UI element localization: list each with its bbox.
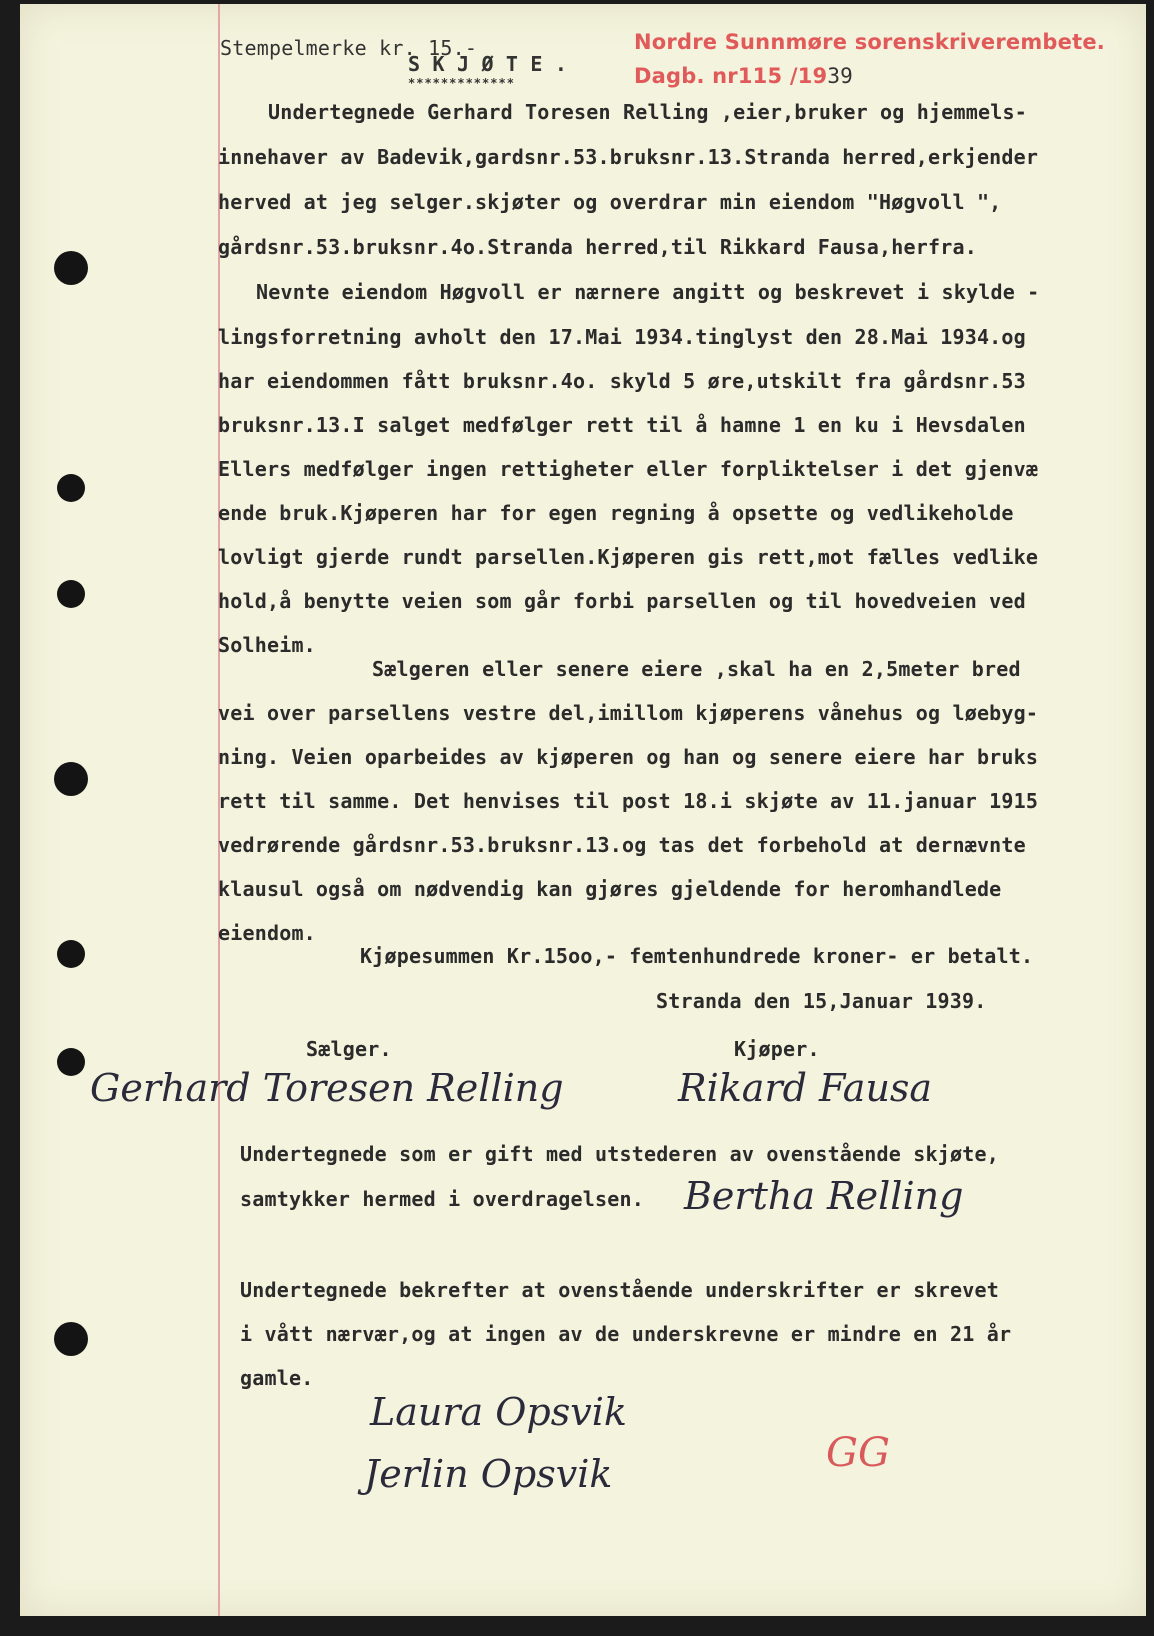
- journal-label: Dagb. nr: [634, 64, 738, 88]
- body-line-4: gårdsnr.53.bruksnr.4o.Stranda herred,til Rikkard Fausa,herfra.: [218, 235, 977, 259]
- body-line-20: eiendom.: [218, 921, 316, 945]
- buyer-label: Kjøper.: [734, 1037, 820, 1061]
- registrar-initials: GG: [826, 1430, 890, 1476]
- witness-line-2: i vått nærvær,og at ingen av de underskrevne er mindre en 21 år: [240, 1322, 1012, 1346]
- body-line-10: ende bruk.Kjøperen har for egen regning å opsette og vedlikeholde: [218, 501, 1014, 525]
- witness-line-3: gamle.: [240, 1366, 314, 1390]
- body-line-16: ning. Veien oparbeides av kjøperen og han og senere eiere har bruks: [218, 745, 1039, 769]
- consent-line-1: Undertegnede som er gift med utstederen av ovenstående skjøte,: [240, 1142, 999, 1166]
- witness-signature-2: Jerlin Opsvik: [364, 1452, 613, 1496]
- witness-line-1: Undertegnede bekrefter at ovenstående underskrifter er skrevet: [240, 1278, 999, 1302]
- body-line-1: Undertegnede Gerhard Toresen Relling ,eier,bruker og hjemmels-: [268, 100, 1027, 124]
- body-line-2: innehaver av Badevik,gardsnr.53.bruksnr.13.Stranda herred,erkjender: [218, 145, 1039, 169]
- journal-number-value: 115 /19: [737, 64, 828, 88]
- office-stamp: Nordre Sunnmøre sorenskriverembete.: [634, 30, 1105, 54]
- body-line-17: rett til samme. Det henvises til post 18.i skjøte av 11.januar 1915: [218, 789, 1039, 813]
- body-line-6: lingsforretning avholt den 17.Mai 1934.tinglyst den 28.Mai 1934.og: [218, 325, 1026, 349]
- body-line-21: Kjøpesummen Kr.15oo,- femtenhundrede kroner- er betalt.: [360, 944, 1034, 968]
- body-line-22: Stranda den 15,Januar 1939.: [656, 989, 987, 1013]
- body-line-18: vedrørende gårdsnr.53.bruksnr.13.og tas det forbehold at dernævnte: [218, 833, 1026, 857]
- stamp-fee: Stempelmerke kr. 15.-: [220, 36, 478, 60]
- punch-hole-3: [57, 580, 85, 608]
- punch-hole-2: [57, 474, 85, 502]
- title-underline: *************: [408, 76, 515, 90]
- consent-signature: Bertha Relling: [684, 1174, 964, 1218]
- document-page: [20, 4, 1146, 1616]
- body-line-5: Nevnte eiendom Høgvoll er nærnere angitt og beskrevet i skylde -: [256, 280, 1040, 304]
- body-line-7: har eiendommen fått bruksnr.4o. skyld 5 øre,utskilt fra gårdsnr.53: [218, 369, 1026, 393]
- body-line-13: Solheim.: [218, 633, 316, 657]
- journal-year-suffix: 39: [827, 64, 854, 88]
- document-title: S K J Ø T E .: [408, 52, 568, 76]
- journal-number: [634, 64, 853, 88]
- seller-label: Sælger.: [306, 1037, 392, 1061]
- body-line-8: bruksnr.13.I salget medfølger rett til å hamne 1 en ku i Hevsdalen: [218, 413, 1026, 437]
- body-line-15: vei over parsellens vestre del,imillom kjøperens vånehus og løebyg-: [218, 701, 1039, 725]
- body-line-19: klausul også om nødvendig kan gjøres gjeldende for heromhandlede: [218, 877, 1002, 901]
- body-line-12: hold,å benytte veien som går forbi parsellen og til hovedveien ved: [218, 589, 1026, 613]
- seller-signature: Gerhard Toresen Relling: [90, 1066, 564, 1110]
- punch-hole-1: [54, 251, 88, 285]
- punch-hole-6: [57, 1048, 85, 1076]
- punch-hole-7: [54, 1322, 88, 1356]
- body-line-3: herved at jeg selger.skjøter og overdrar min eiendom "Høgvoll ",: [218, 190, 1002, 214]
- body-line-11: lovligt gjerde rundt parsellen.Kjøperen gis rett,mot fælles vedlike: [218, 545, 1039, 569]
- body-line-9: Ellers medfølger ingen rettigheter eller forpliktelser i det gjenvæ: [218, 457, 1039, 481]
- punch-hole-5: [57, 940, 85, 968]
- buyer-signature: Rikard Fausa: [678, 1066, 933, 1110]
- punch-hole-4: [54, 762, 88, 796]
- consent-line-2: samtykker hermed i overdragelsen.: [240, 1187, 644, 1211]
- witness-signature-1: Laura Opsvik: [370, 1390, 627, 1434]
- body-line-14: Sælgeren eller senere eiere ,skal ha en 2,5meter bred: [372, 657, 1021, 681]
